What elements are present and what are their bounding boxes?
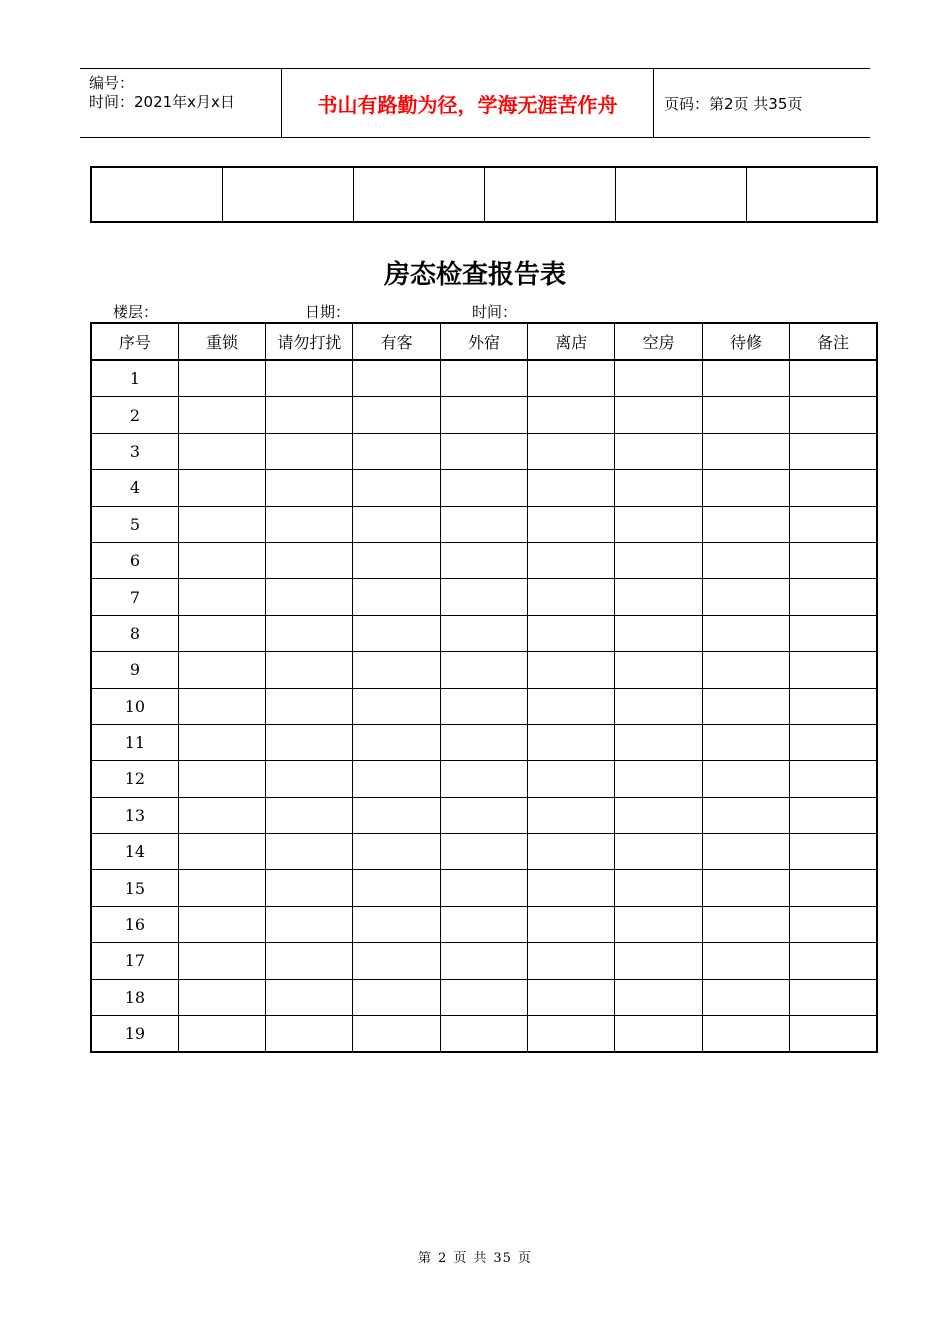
- room-status-table: [90, 322, 878, 1053]
- row-number: 9: [91, 652, 178, 688]
- table-cell: [528, 433, 615, 469]
- table-cell: [353, 979, 440, 1015]
- table-cell: [178, 797, 265, 833]
- table-cell: [615, 870, 702, 906]
- row-number: 10: [91, 688, 178, 724]
- table-cell: [528, 1016, 615, 1053]
- table-cell: [615, 397, 702, 433]
- table-cell: [790, 870, 877, 906]
- table-cell: [440, 542, 527, 578]
- table-cell: [353, 906, 440, 942]
- table-cell: [440, 724, 527, 760]
- previous-table-fragment: [90, 166, 878, 223]
- table-cell: [528, 652, 615, 688]
- document-header: [80, 68, 870, 138]
- table-cell: [178, 979, 265, 1015]
- footer-page: 2: [438, 1251, 448, 1266]
- table-cell: [440, 652, 527, 688]
- table-cell: [615, 167, 746, 222]
- table-cell: [702, 433, 789, 469]
- row-number: 11: [91, 724, 178, 760]
- table-row: [91, 433, 877, 469]
- table-cell: [702, 506, 789, 542]
- page-title: 房态检查报告表: [383, 260, 566, 290]
- table-cell: [178, 652, 265, 688]
- table-cell: [702, 470, 789, 506]
- row-number: 19: [91, 1016, 178, 1053]
- table-cell: [790, 834, 877, 870]
- table-cell: [266, 652, 353, 688]
- table-cell: [615, 688, 702, 724]
- table-cell: [353, 506, 440, 542]
- table-cell: [353, 360, 440, 397]
- table-cell: [790, 1016, 877, 1053]
- table-cell: [528, 615, 615, 651]
- table-cell: [440, 397, 527, 433]
- table-cell: [178, 542, 265, 578]
- table-cell: [702, 906, 789, 942]
- table-cell: [178, 397, 265, 433]
- table-cell: [528, 506, 615, 542]
- table-cell: [440, 1016, 527, 1053]
- table-cell: [353, 615, 440, 651]
- table-cell: [440, 579, 527, 615]
- table-cell: [528, 834, 615, 870]
- table-cell: [353, 579, 440, 615]
- table-cell: [266, 834, 353, 870]
- table-cell: [440, 433, 527, 469]
- row-number: 6: [91, 542, 178, 578]
- table-cell: [178, 1016, 265, 1053]
- row-number: 7: [91, 579, 178, 615]
- table-cell: [178, 506, 265, 542]
- header-page-info: 页码：第2页 共35页: [664, 94, 803, 113]
- table-cell: [615, 943, 702, 979]
- table-cell: [528, 797, 615, 833]
- table-cell: [440, 943, 527, 979]
- table-cell: [440, 797, 527, 833]
- table-cell: [790, 979, 877, 1015]
- table-cell: [440, 360, 527, 397]
- row-number: 17: [91, 943, 178, 979]
- table-cell: [440, 470, 527, 506]
- table-cell: [266, 506, 353, 542]
- table-cell: [266, 979, 353, 1015]
- table-cell: [266, 615, 353, 651]
- table-cell: [222, 167, 353, 222]
- table-cell: [528, 688, 615, 724]
- table-cell: [790, 943, 877, 979]
- column-header: 备注: [790, 323, 877, 360]
- table-cell: [266, 724, 353, 760]
- table-cell: [440, 615, 527, 651]
- date-label: 日期：: [305, 303, 351, 321]
- table-cell: [615, 360, 702, 397]
- table-cell: [790, 506, 877, 542]
- table-row: [91, 943, 877, 979]
- table-cell: [353, 652, 440, 688]
- table-cell: [353, 433, 440, 469]
- table-cell: [790, 688, 877, 724]
- column-header: 外宿: [440, 323, 527, 360]
- table-row: [91, 1016, 877, 1053]
- table-cell: [440, 506, 527, 542]
- table-row: [91, 797, 877, 833]
- document-number-label: 编号：: [89, 74, 135, 92]
- table-row: [91, 688, 877, 724]
- column-header: 有客: [353, 323, 440, 360]
- table-cell: [528, 906, 615, 942]
- header-info: [80, 69, 282, 137]
- row-number: 2: [91, 397, 178, 433]
- table-cell: [353, 397, 440, 433]
- table-row: [91, 761, 877, 797]
- floor-label: 楼层：: [113, 303, 159, 321]
- table-cell: [790, 579, 877, 615]
- table-cell: [528, 979, 615, 1015]
- table-cell: [702, 1016, 789, 1053]
- table-cell: [528, 360, 615, 397]
- table-cell: [790, 433, 877, 469]
- table-cell: [790, 761, 877, 797]
- table-cell: [790, 542, 877, 578]
- table-cell: [178, 433, 265, 469]
- table-cell: [702, 542, 789, 578]
- table-row: [91, 167, 877, 222]
- table-cell: [353, 870, 440, 906]
- table-cell: [615, 615, 702, 651]
- table-row: [91, 360, 877, 397]
- table-cell: [353, 797, 440, 833]
- table-cell: [615, 761, 702, 797]
- table-cell: [440, 834, 527, 870]
- table-cell: [440, 870, 527, 906]
- table-cell: [702, 579, 789, 615]
- table-cell: [266, 433, 353, 469]
- row-number: 18: [91, 979, 178, 1015]
- table-cell: [178, 688, 265, 724]
- table-cell: [702, 979, 789, 1015]
- table-row: [91, 652, 877, 688]
- table-cell: [266, 688, 353, 724]
- table-cell: [266, 470, 353, 506]
- table-cell: [440, 979, 527, 1015]
- table-cell: [615, 506, 702, 542]
- table-cell: [528, 470, 615, 506]
- table-cell: [702, 360, 789, 397]
- footer-total-unit: 页: [517, 1251, 532, 1266]
- table-cell: [178, 360, 265, 397]
- table-cell: [615, 433, 702, 469]
- table-cell: [702, 870, 789, 906]
- row-number: 12: [91, 761, 178, 797]
- column-header: 离店: [528, 323, 615, 360]
- table-row: [91, 724, 877, 760]
- table-cell: [178, 470, 265, 506]
- table-cell: [353, 542, 440, 578]
- table-cell: [266, 579, 353, 615]
- table-cell: [266, 1016, 353, 1053]
- table-cell: [702, 834, 789, 870]
- row-number: 13: [91, 797, 178, 833]
- table-cell: [178, 761, 265, 797]
- table-cell: [353, 761, 440, 797]
- table-cell: [528, 761, 615, 797]
- table-cell: [790, 652, 877, 688]
- table-row: [91, 870, 877, 906]
- row-number: 8: [91, 615, 178, 651]
- table-cell: [615, 542, 702, 578]
- table-cell: [615, 652, 702, 688]
- table-cell: [178, 724, 265, 760]
- table-cell: [790, 724, 877, 760]
- table-row: [91, 506, 877, 542]
- table-cell: [484, 167, 615, 222]
- table-cell: [528, 579, 615, 615]
- row-number: 14: [91, 834, 178, 870]
- footer-prefix: 第: [418, 1251, 433, 1266]
- table-cell: [178, 906, 265, 942]
- table-cell: [528, 397, 615, 433]
- table-cell: [615, 906, 702, 942]
- table-header-row: [91, 323, 877, 360]
- table-cell: [266, 542, 353, 578]
- table-cell: [353, 834, 440, 870]
- table-cell: [702, 797, 789, 833]
- table-cell: [615, 470, 702, 506]
- table-cell: [790, 360, 877, 397]
- row-number: 16: [91, 906, 178, 942]
- table-cell: [440, 688, 527, 724]
- table-cell: [266, 360, 353, 397]
- table-cell: [528, 724, 615, 760]
- footer-total: 35: [493, 1251, 512, 1266]
- row-number: 4: [91, 470, 178, 506]
- column-header: 重锁: [178, 323, 265, 360]
- row-number: 1: [91, 360, 178, 397]
- column-header: 请勿打扰: [266, 323, 353, 360]
- table-cell: [266, 906, 353, 942]
- table-cell: [440, 906, 527, 942]
- table-cell: [702, 761, 789, 797]
- table-cell: [178, 834, 265, 870]
- column-header: 待修: [702, 323, 789, 360]
- header-motto: 书山有路勤为径，学海无涯苦作舟: [282, 69, 654, 137]
- table-cell: [353, 470, 440, 506]
- column-header: 空房: [615, 323, 702, 360]
- row-number: 5: [91, 506, 178, 542]
- table-cell: [746, 167, 877, 222]
- table-row: [91, 979, 877, 1015]
- table-cell: [702, 688, 789, 724]
- table-cell: [790, 470, 877, 506]
- table-cell: [790, 397, 877, 433]
- table-cell: [702, 652, 789, 688]
- table-cell: [702, 397, 789, 433]
- table-cell: [790, 797, 877, 833]
- table-cell: [178, 615, 265, 651]
- table-cell: [440, 761, 527, 797]
- table-cell: [615, 797, 702, 833]
- table-row: [91, 615, 877, 651]
- table-cell: [266, 870, 353, 906]
- table-cell: [178, 870, 265, 906]
- footer-total-prefix: 共: [473, 1251, 488, 1266]
- time-label: 时间：: [472, 303, 518, 321]
- row-number: 3: [91, 433, 178, 469]
- table-cell: [790, 906, 877, 942]
- footer-page-unit: 页: [453, 1251, 468, 1266]
- table-cell: [615, 579, 702, 615]
- table-cell: [790, 615, 877, 651]
- row-number: 15: [91, 870, 178, 906]
- table-cell: [702, 724, 789, 760]
- page-footer: [0, 1247, 950, 1266]
- table-cell: [266, 397, 353, 433]
- table-cell: [353, 724, 440, 760]
- table-cell: [178, 579, 265, 615]
- column-header: 序号: [91, 323, 178, 360]
- table-cell: [266, 943, 353, 979]
- table-cell: [615, 1016, 702, 1053]
- table-cell: [353, 1016, 440, 1053]
- table-cell: [266, 797, 353, 833]
- table-cell: [528, 542, 615, 578]
- document-time-label: 时间：2021年x月x日: [89, 93, 235, 111]
- table-cell: [615, 834, 702, 870]
- table-cell: [528, 870, 615, 906]
- table-row: [91, 470, 877, 506]
- table-cell: [353, 688, 440, 724]
- table-cell: [615, 979, 702, 1015]
- table-cell: [266, 761, 353, 797]
- table-row: [91, 906, 877, 942]
- table-cell: [702, 615, 789, 651]
- table-cell: [702, 943, 789, 979]
- table-row: [91, 834, 877, 870]
- table-cell: [178, 943, 265, 979]
- table-cell: [615, 724, 702, 760]
- table-row: [91, 579, 877, 615]
- table-cell: [353, 943, 440, 979]
- table-cell: [353, 167, 484, 222]
- table-row: [91, 397, 877, 433]
- table-row: [91, 542, 877, 578]
- table-cell: [91, 167, 222, 222]
- table-cell: [528, 943, 615, 979]
